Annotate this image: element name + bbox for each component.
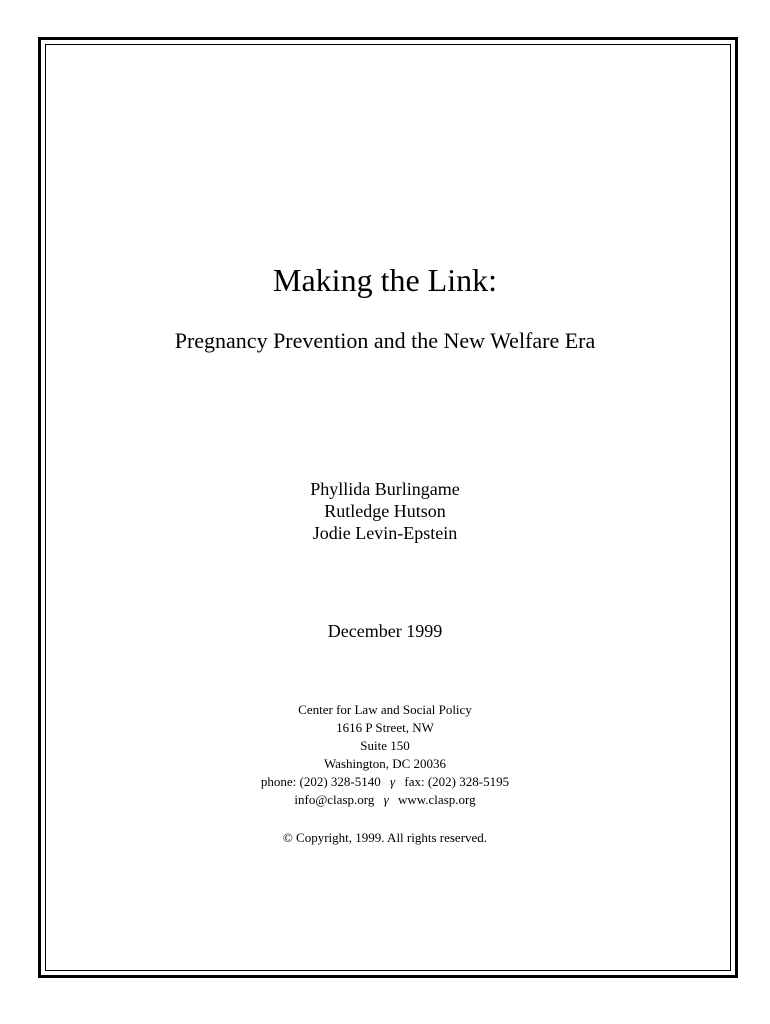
organization-block (0, 701, 770, 809)
email-address[interactable]: info@clasp.org (294, 792, 375, 807)
author-name: Jodie Levin-Epstein (312, 523, 458, 543)
contact-phone-fax-line (0, 773, 770, 791)
phone-number: phone: (202) 328-5140 (260, 774, 381, 789)
organization-name: Center for Law and Social Policy (298, 702, 472, 717)
organization-city: Washington, DC 20036 (323, 756, 447, 771)
author-name: Phyllida Burlingame (310, 479, 460, 499)
contact-web-line (0, 791, 770, 809)
author-name: Rutledge Hutson (324, 501, 446, 521)
document-title: Making the Link: (273, 262, 497, 298)
website-url[interactable]: www.clasp.org (397, 792, 476, 807)
fax-number: fax: (202) 328-5195 (404, 774, 510, 789)
organization-suite: Suite 150 (360, 738, 410, 753)
separator-glyph: γ (383, 792, 389, 807)
copyright-notice: © Copyright, 1999. All rights reserved. (282, 830, 488, 845)
separator-glyph: γ (390, 774, 396, 789)
organization-street: 1616 P Street, NW (336, 720, 434, 735)
document-subtitle: Pregnancy Prevention and the New Welfare Era (174, 328, 596, 353)
publication-date: December 1999 (327, 621, 443, 641)
author-list (0, 478, 770, 544)
